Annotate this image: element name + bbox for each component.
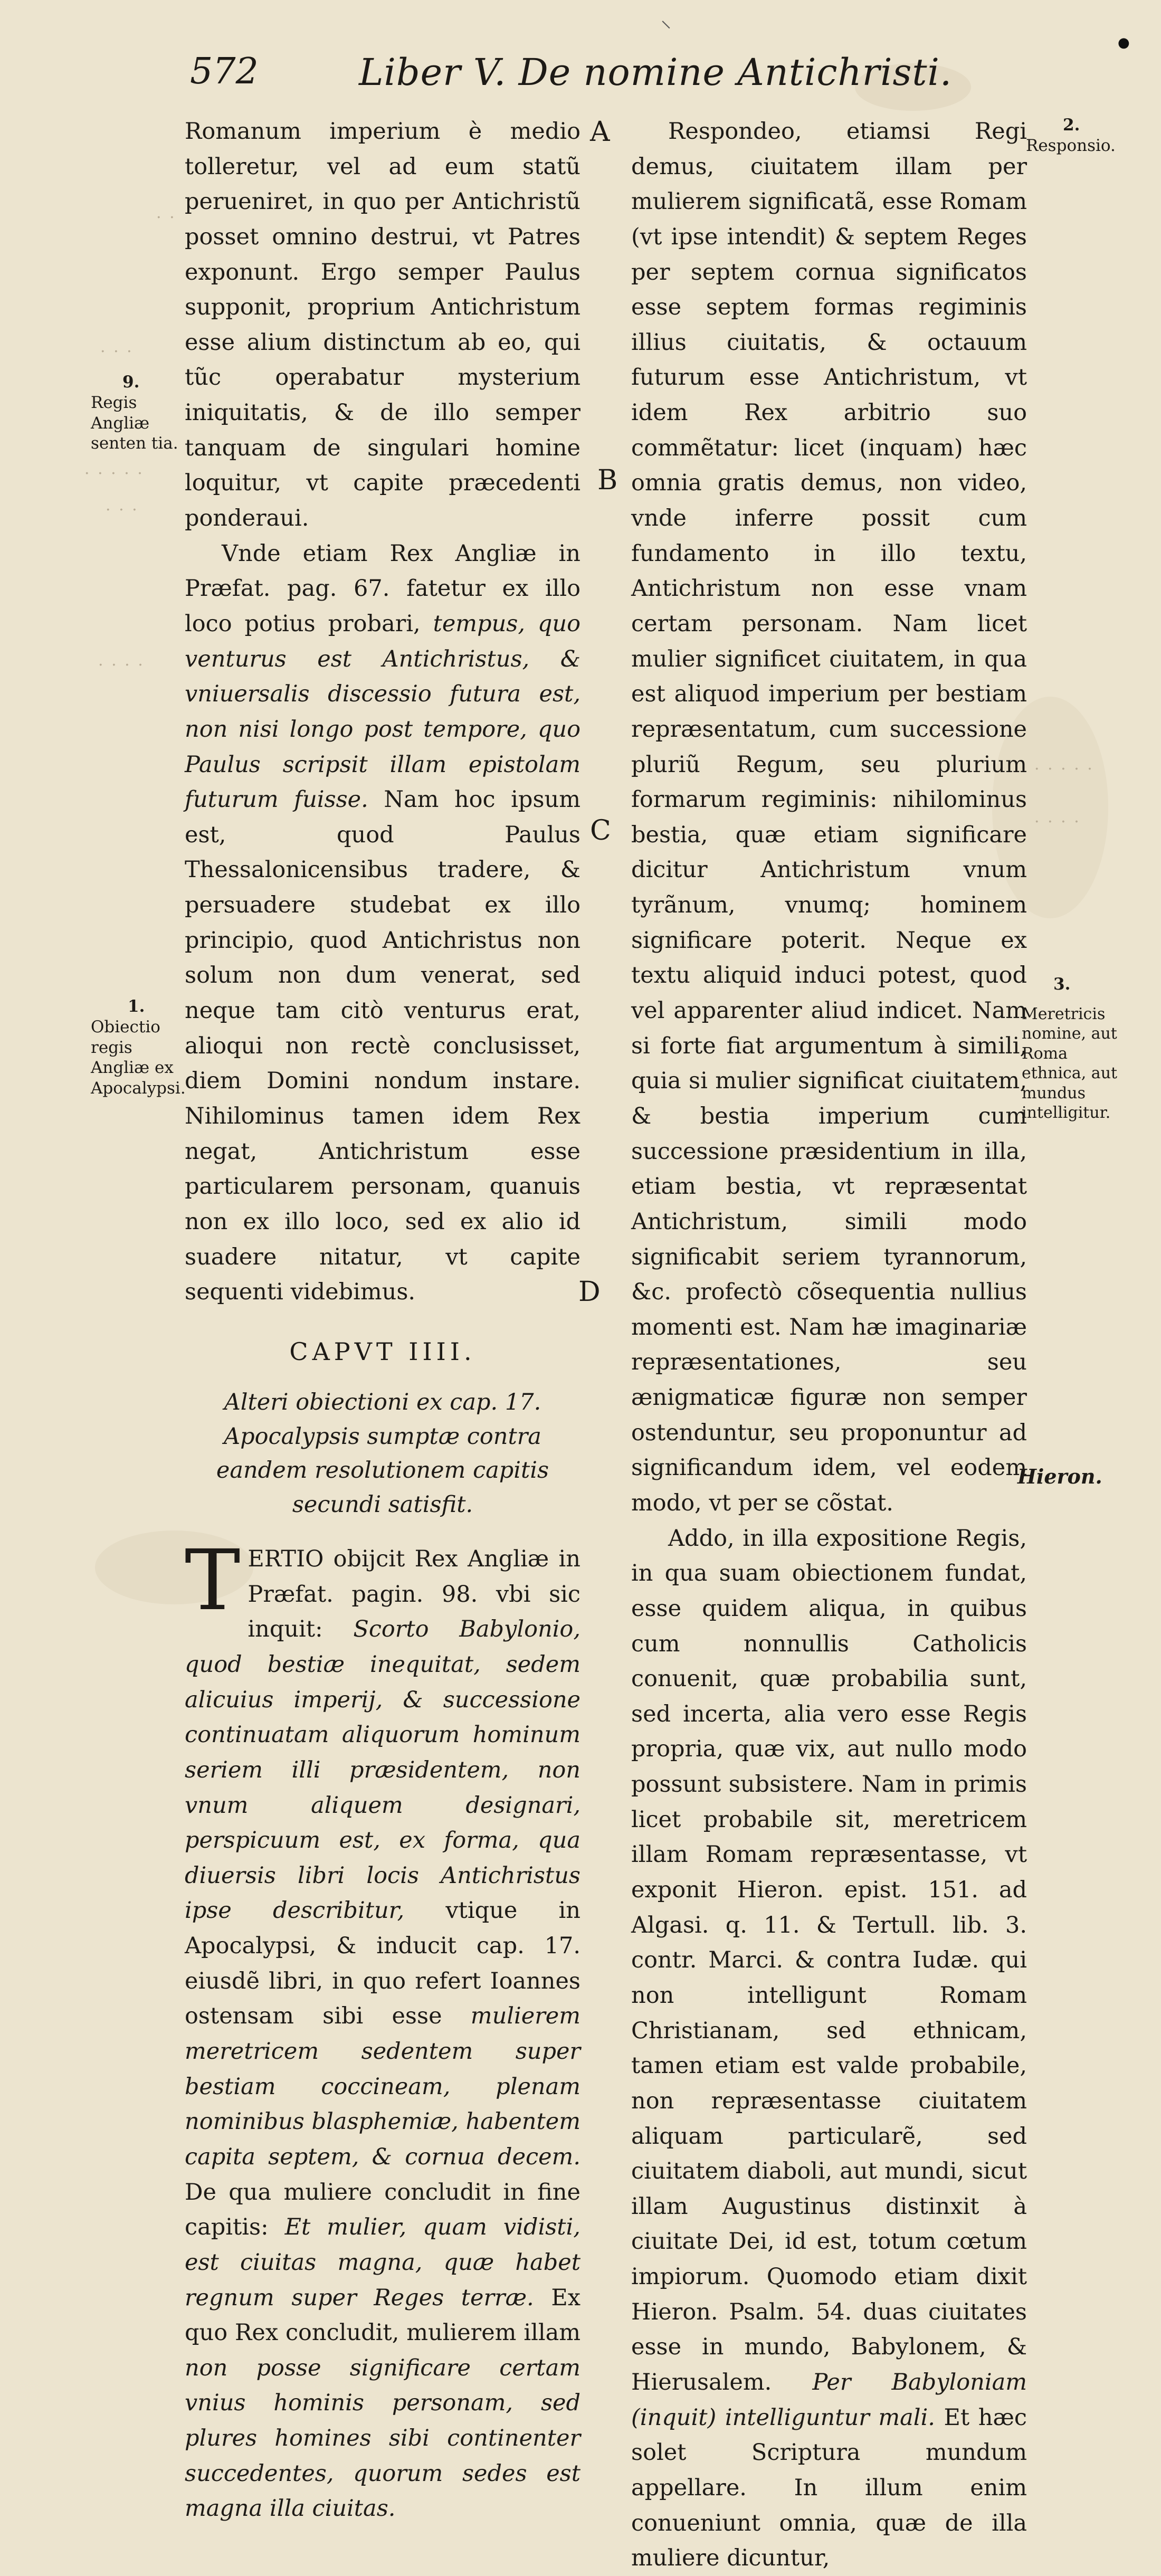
- show-through-text: · · · · ·: [1034, 760, 1094, 778]
- section-letter-d: D: [578, 1276, 601, 1308]
- page-header: [0, 51, 1161, 98]
- show-through-text: · · · · ·: [84, 464, 144, 483]
- show-through-text: . . . .: [98, 651, 145, 670]
- left-text-column: [185, 114, 580, 2526]
- paragraph: Respondeo, etiamsi Regi demus, ciuitatem illam per mulierem significatã, esse Romam (vt ipse intendit) & septem Reges per septem cornua significatos esse septem formas regiminis illius ciuitatis, & octauum futurum esse Antichristum, vt idem Rex arbitrio suo commẽtatur: licet (inquam) hæc omnia gratis demus, non video, vnde inferre possit cum fundamento in illo textu, Antichristum non esse vnam certam personam. Nam licet mulier significet ciuitatem, in qua est aliquod imperium per bestiam repræsentatum, cum successione pluriũ Regum, seu plurium formarum regiminis: nihilominus bestia, quæ etiam significare dicitur Antichristum vnum tyrãnum, vnumq; hominem significare poterit. Neque ex textu aliquid induci potest, quod vel apparenter aliud indicet. Nam si forte fiat argumentum à simili, quia si mulier significat ciuitatem, & bestia imperium cum successione præsidentium in illa, etiam bestia, vt repræsentat Antichristum, simili modo significabit seriem tyrannorum, &c. profectò cõsequentia nullius momenti est. Nam hæ imaginariæ repræsentationes, seu ænigmaticæ figuræ non semper ostenduntur, seu proponuntur ad significandum idem, vel eodem modo, vt per se cõstat.: [631, 118, 1027, 1516]
- ink-mark: ●: [1118, 35, 1130, 51]
- chapter-summary: Alteri obiectioni ex cap. 17. Apocalypsis sumptæ contra eandem resolutionem capitis secundi satisfit.: [216, 1389, 549, 1518]
- section-letter-c: C: [590, 815, 611, 847]
- show-through-text: . .: [156, 204, 176, 222]
- drop-cap: T: [185, 1532, 241, 1630]
- margin-note-hieron: Hieron.: [1017, 1465, 1102, 1488]
- margin-note-2: 2. Responsio.: [1026, 116, 1116, 155]
- paragraph: Addo, in illa expositione Regis, in qua suam obiectionem fundat, esse quidem aliqua, in quibus cum nonnullis Catholicis conuenit, quæ probabilia sunt, sed incerta, alia vero esse Regis propria, quæ vix, aut nullo modo possunt subsistere. Nam in primis licet probabile sit, meretricem illam Romam repræsentasse, vt exponit Hieron. epist. 151. ad Algasi. q. 11. & Tertull. lib. 3. contr. Marci. & contra Iudæ. qui non intelligunt Romam Christianam, sed ethnicam, tamen etiam est valde probabile, non repræsentasse ciuitatem aliquam particularẽ, sed ciuitatem diaboli, aut mundi, sicut illam Augustinus distinxit à ciuitate Dei, id est, totum cœtum impiorum. Quomodo etiam dixit Hieron. Psalm. 54. duas ciuitates esse in mundo, Babylonem, & Hierusalem. Per Babyloniam (inquit) intelliguntur mali. Et hæc solet Scriptura mundum appellare. In illum enim conueniunt omnia, quæ de illa muliere dicuntur,: [631, 1525, 1027, 2572]
- paragraph: Vnde etiam Rex Angliæ in Præfat. pag. 67. fatetur ex illo loco potius probari, tempus, quo venturus est Antichristus, & vniuersalis discessio futura est, non nisi longo post tempore, quo Paulus scripsit illam epistolam futurum fuisse. Nam hoc ipsum est, quod Paulus Thessalonicensibus tradere, & persuadere studebat ex illo principio, quod Antichristus non solum non dum venerat, sed neque tam citò venturus erat, alioqui non rectè conclusisset, diem Domini nondum instare. Nihilominus tamen idem Rex negat, Antichristum esse particularem personam, quanuis non ex illo loco, sed ex alio id suadere nitatur, vt capite sequenti videbimus.: [185, 540, 581, 1306]
- show-through-text: · · · ·: [1034, 813, 1081, 831]
- margin-note-3: 3. Meretricis nomine, aut Roma ethnica, aut mundus intelligitur.: [1022, 975, 1118, 1123]
- paragraph: Romanum imperium è medio tolleretur, vel ad eum statũ perueniret, in quo per Antichristũ posset omnino destrui, vt Patres exponunt. Ergo semper Paulus supponit, proprium Antichristum esse alium distinctum ab eo, qui tũc operabatur mysterium iniquitatis, & de illo semper tanquam de singulari homine loquitur, vt capite præcedenti ponderaui.: [185, 118, 580, 532]
- show-through-text: . . .: [100, 338, 134, 356]
- running-head: Liber V. De nomine Antichristi.: [359, 51, 953, 94]
- right-text-column: [631, 114, 1027, 2576]
- page-number: 572: [190, 51, 259, 92]
- paragraph: TERTIO obijcit Rex Angliæ in Præfat. pagin. 98. vbi sic inquit: Scorto Babylonio, quod bestiæ inequitat, sedem alicuius imperij, & successione continuatam aliquorum hominum seriem illi præsidentem, non vnum aliquem designari, perspicuum est, ex forma, qua diuersis libri locis Antichristus ipse describitur, vtique in Apocalypsi, & inducit cap. 17. eiusdẽ libri, in quo refert Ioannes ostensam sibi esse mulierem meretricem sedentem super bestiam coccineam, plenam nominibus blasphemiæ, habentem capita septem, & cornua decem. De qua muliere concludit in fine capitis: Et mulier, quam vidisti, est ciuitas magna, quæ habet regnum super Reges terræ. Ex quo Rex concludit, mulierem illam non posse significare certam vnius hominis personam, sed plures homines sibi continenter succedentes, quorum sedes est magna illa ciuitas.: [185, 1532, 580, 2522]
- ink-mark: ⸜: [661, 8, 671, 32]
- section-letter-a: A: [590, 116, 610, 148]
- section-letter-b: B: [597, 464, 618, 496]
- chapter-title: CAPVT IIII.: [289, 1337, 476, 1366]
- show-through-text: . . .: [106, 496, 139, 515]
- margin-note-9: 9. Regis Angliæ senten tia.: [91, 373, 178, 453]
- margin-note-1: 1. Obiectio regis Angliæ ex Apocalypsi.: [91, 997, 186, 1098]
